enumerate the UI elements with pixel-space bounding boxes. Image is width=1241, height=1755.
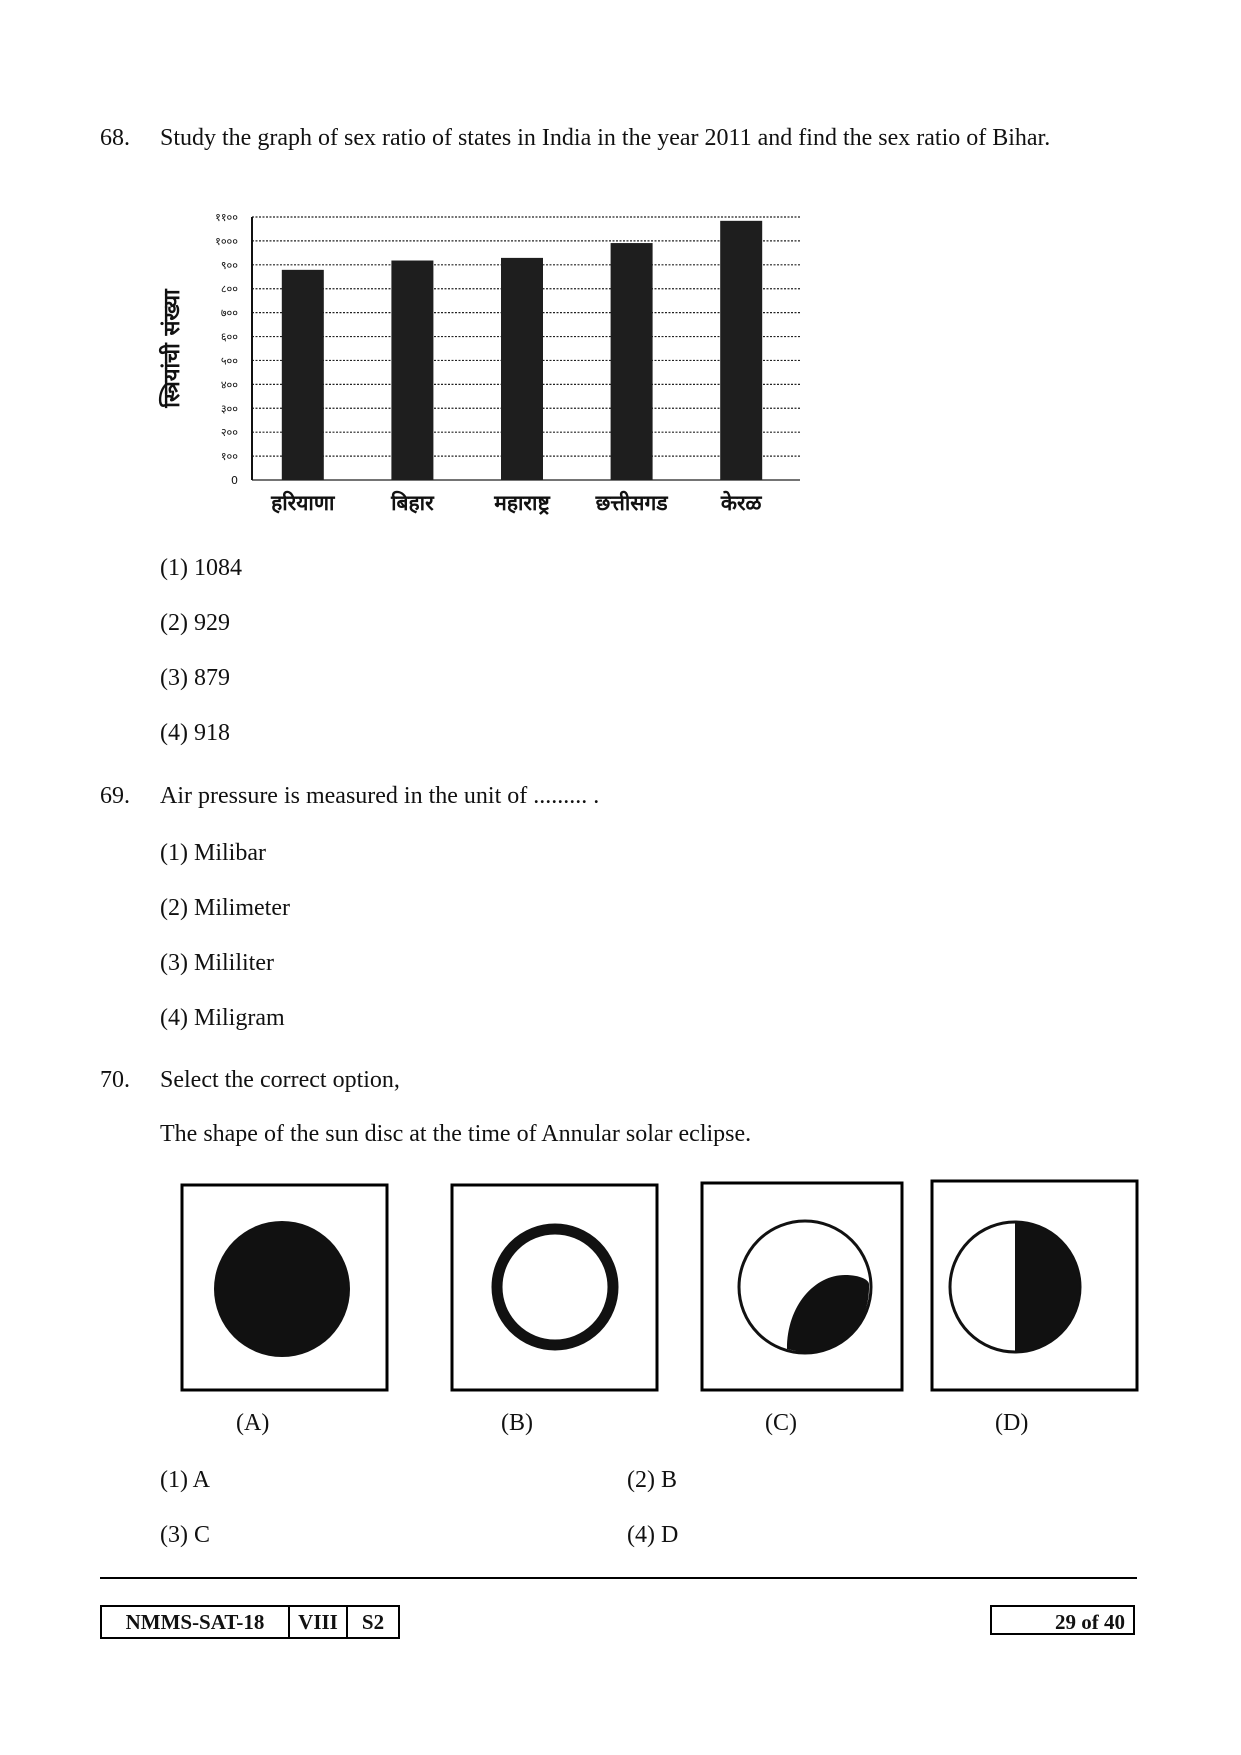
figure-d [932,1181,1137,1390]
question-text: Study the graph of sex ratio of states in India in the year 2011 and find the sex ratio of Bihar. [160,125,1051,151]
x-tick-label: छत्तीसगड [595,491,668,515]
x-tick-label: केरळ [720,491,762,515]
bar-2 [391,261,433,480]
q69-option-4[interactable]: (4) Miligram [160,1005,285,1031]
annular-ring-icon [497,1229,613,1345]
question-number: 68. [100,125,130,151]
q68-option-4[interactable]: (4) 918 [160,720,230,746]
q69-option-3[interactable]: (3) Mililiter [160,950,274,976]
bar-3 [501,258,543,480]
figure-label-d: (D) [995,1410,1029,1436]
bar-4 [611,243,653,480]
y-tick-label: ४०० [220,378,238,392]
question-number: 69. [100,783,130,809]
y-tick-label: ७०० [220,306,238,320]
question-text: Air pressure is measured in the unit of ......... . [160,783,600,809]
figure-c [702,1183,902,1390]
y-tick-label: ८०० [220,282,238,296]
half-shadow-icon [1015,1222,1080,1352]
y-tick-label: १०० [220,450,238,464]
y-tick-label: २०० [220,426,238,440]
eclipse-figures [170,1175,1150,1400]
footer-page-number: 29 of 40 [990,1605,1135,1635]
footer-left [100,1605,400,1639]
q69-option-2[interactable]: (2) Milimeter [160,895,290,921]
x-tick-label: हरियाणा [271,491,335,515]
y-tick-label: १००० [215,234,238,248]
y-tick-label: ३०० [220,402,238,416]
q70-option-1[interactable]: (1) A [160,1467,210,1493]
q70-option-4[interactable]: (4) D [627,1522,679,1548]
q68-option-1[interactable]: (1) 1084 [160,555,242,581]
question-number: 70. [100,1067,130,1093]
y-tick-label: ११०० [215,211,238,224]
q68-option-3[interactable]: (3) 879 [160,665,230,691]
footer-exam-code: NMMS-SAT-18 [100,1605,290,1639]
y-tick-label: 0 [231,474,238,487]
y-tick-label: ६०० [220,330,238,344]
question-text: Select the correct option, [160,1067,400,1093]
question-subtext: The shape of the sun disc at the time of Annular solar eclipse. [160,1121,752,1147]
bar-5 [720,221,762,480]
figure-label-b: (B) [501,1410,533,1436]
y-tick-label: ९०० [220,258,238,272]
figure-b [452,1185,657,1390]
bar-1 [282,270,324,480]
footer-set: S2 [348,1605,400,1639]
figure-a [182,1185,387,1390]
q70-option-3[interactable]: (3) C [160,1522,210,1548]
sex-ratio-bar-chart [155,205,815,535]
x-tick-label: बिहार [391,491,434,515]
figure-label-a: (A) [236,1410,270,1436]
footer-rule [100,1577,1137,1579]
footer-class: VIII [290,1605,348,1639]
q70-option-2[interactable]: (2) B [627,1467,677,1493]
q68-option-2[interactable]: (2) 929 [160,610,230,636]
figure-label-c: (C) [765,1410,797,1436]
y-tick-label: ५०० [220,354,238,368]
x-tick-label: महाराष्ट्र [494,491,550,515]
q69-option-1[interactable]: (1) Milibar [160,840,266,866]
y-axis-label: स्त्रियांची संख्या [160,289,185,408]
total-eclipse-disc-icon [214,1221,350,1357]
